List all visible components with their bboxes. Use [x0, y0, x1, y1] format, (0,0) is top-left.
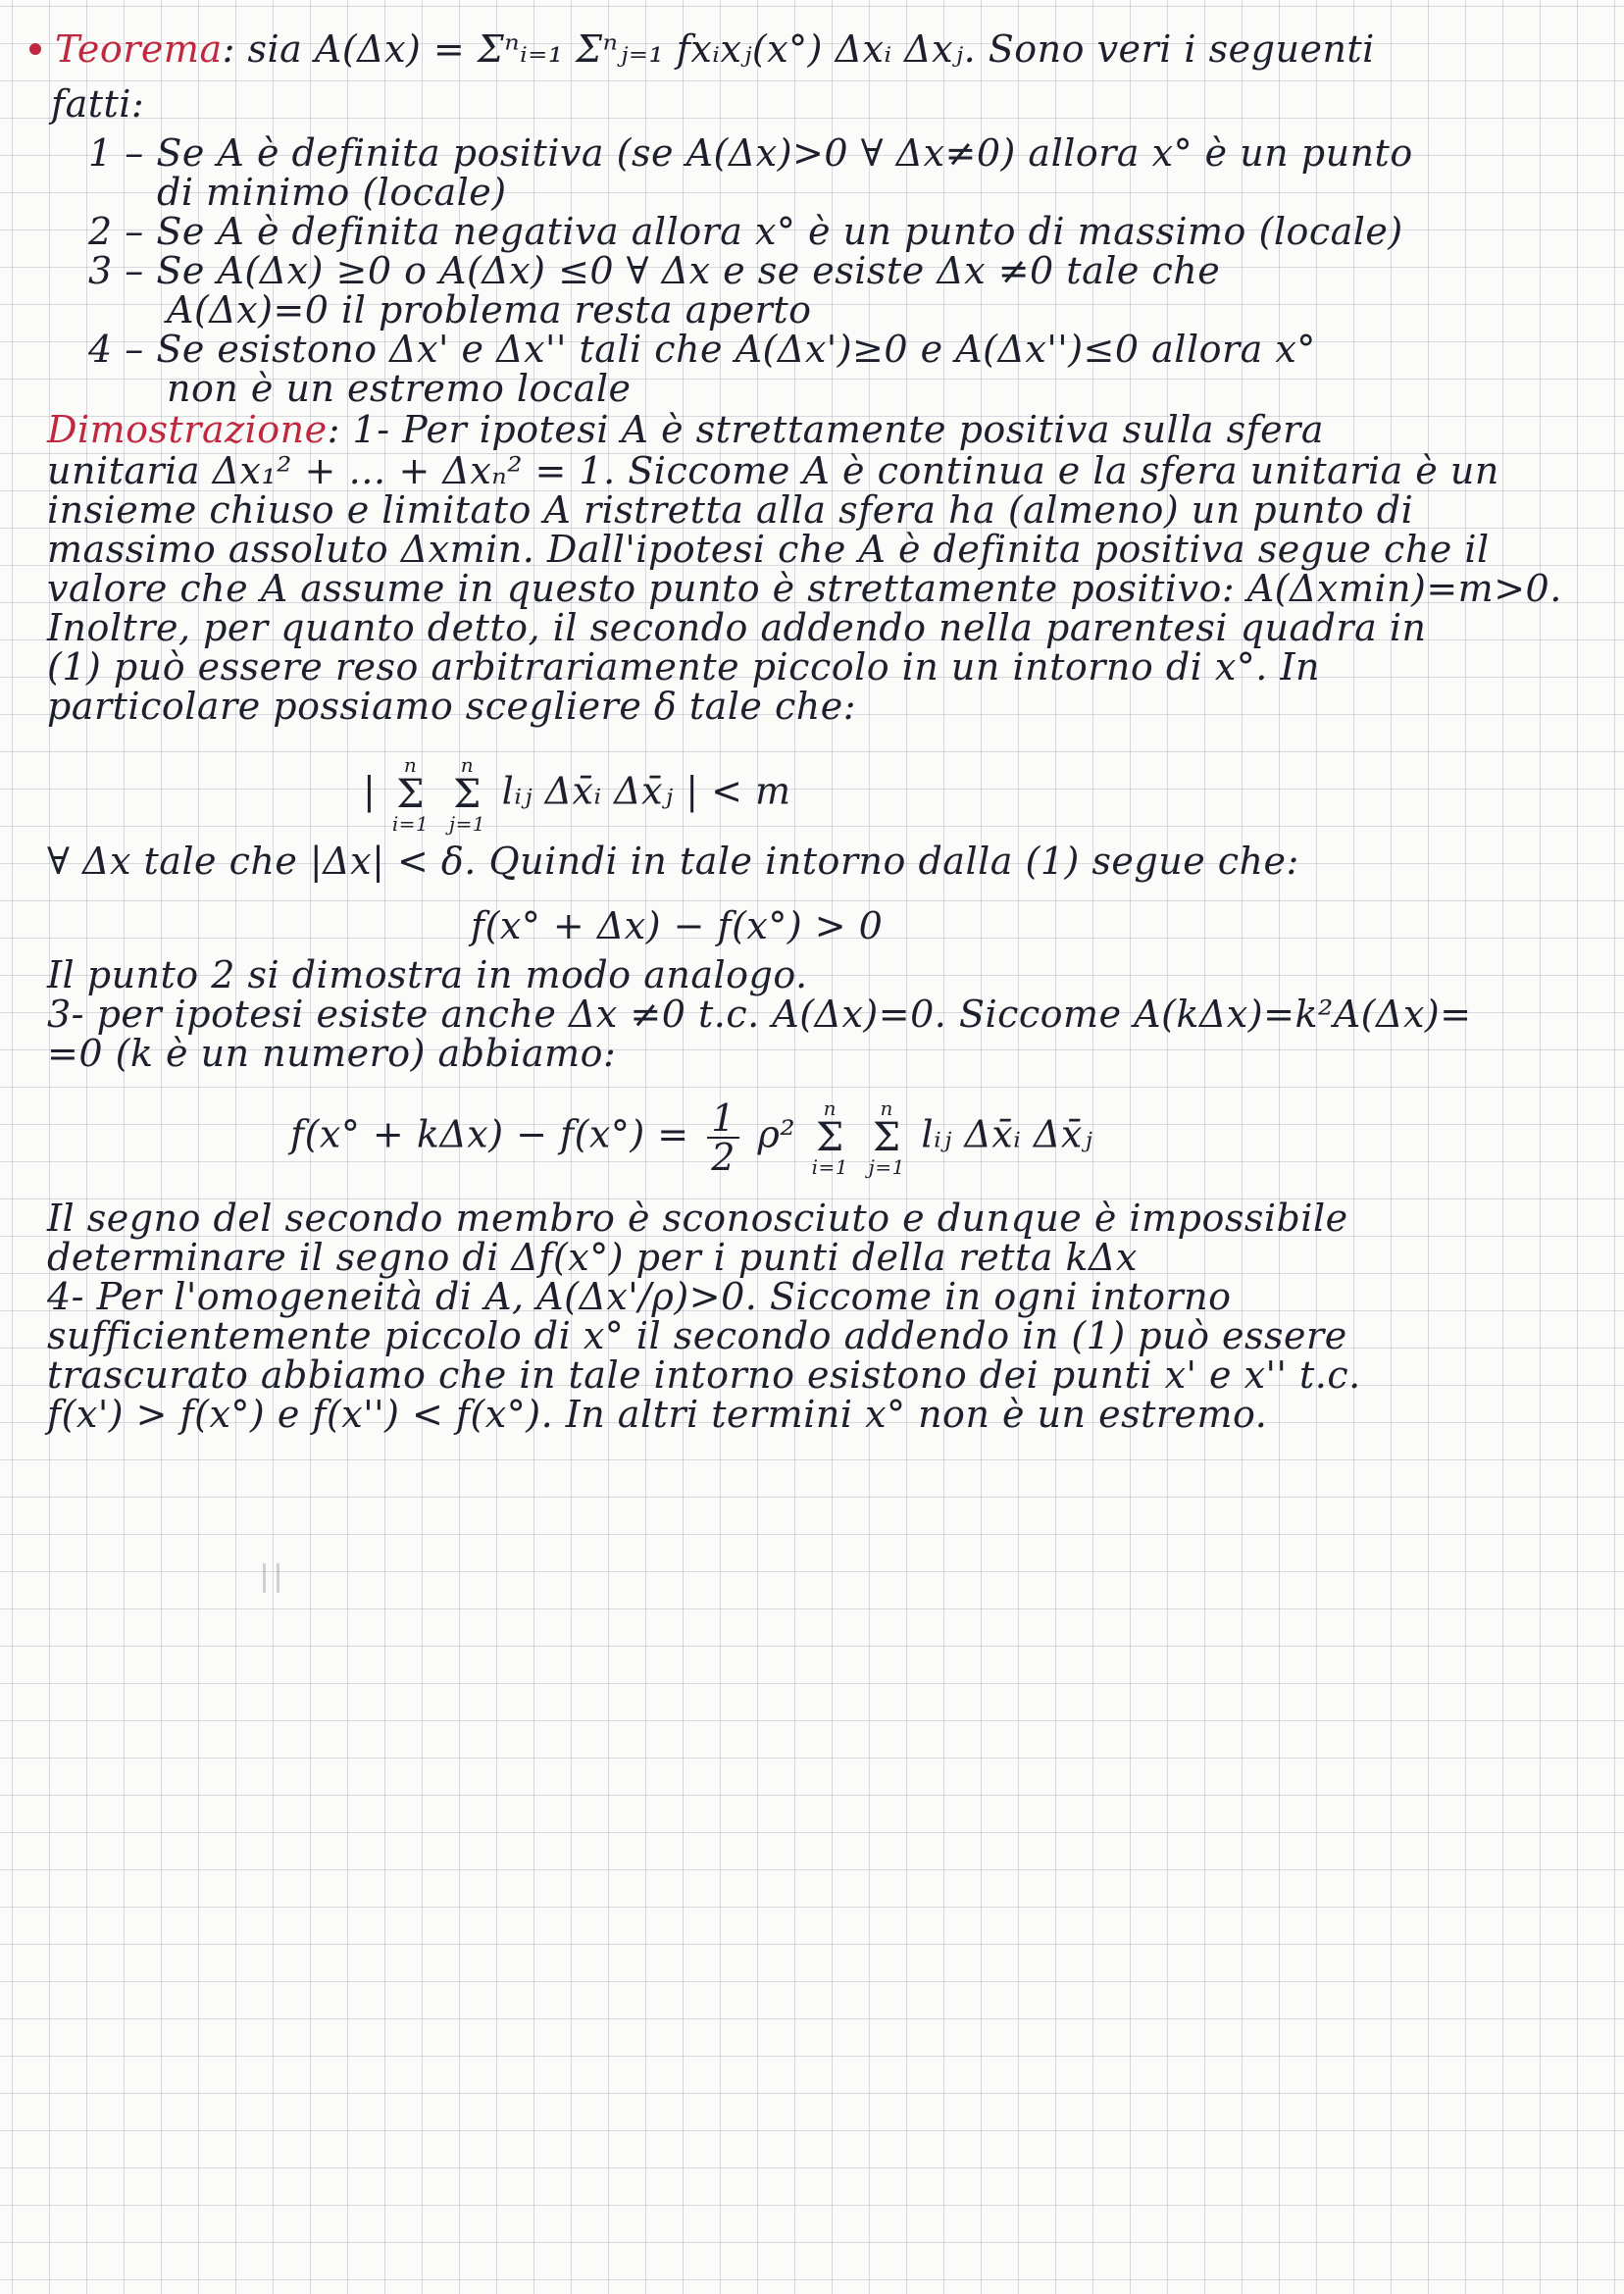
text-line: insieme chiuso e limitato A ristretta alla sfera ha (almeno) un punto di	[47, 488, 1414, 532]
proof-text: : 1- Per ipotesi A è strettamente positiva sulla sfera	[327, 408, 1324, 451]
text-line: f(x° + Δx) − f(x°) > 0	[471, 904, 884, 947]
formula-body: lᵢⱼ Δx̄ᵢ Δx̄ⱼ	[501, 769, 674, 813]
fraction: $\frac{1}{2}$	[707, 1099, 739, 1176]
text-line: trascurato abbiamo che in tale intorno esistono dei punti x' e x'' t.c.	[47, 1353, 1361, 1397]
text-line: valore che A assume in questo punto è strettamente positivo: A(Δxmin)=m>0.	[47, 567, 1562, 610]
text-line: Il punto 2 si dimostra in modo analogo.	[47, 953, 808, 996]
theorem-line	[29, 29, 1375, 69]
formula-lhs: f(x° + kΔx) − f(x°) =	[290, 1112, 689, 1156]
theorem-heading: Teorema	[55, 27, 223, 71]
formula-body: lᵢⱼ Δx̄ᵢ Δx̄ⱼ	[921, 1112, 1093, 1156]
formula-bar: |	[363, 769, 377, 813]
formula-bound: | < m	[685, 769, 791, 813]
theorem-statement: : sia A(Δx) = Σⁿᵢ₌₁ Σⁿⱼ₌₁ fxᵢxⱼ(x°) Δxᵢ Δxⱼ. Sono veri i seguenti	[222, 27, 1375, 71]
text-line: ∀ Δx tale che |Δx| < δ. Quindi in tale intorno dalla (1) segue che:	[47, 840, 1299, 883]
faint-pencil-mark	[253, 1559, 292, 1599]
text-line: massimo assoluto Δxmin. Dall'ipotesi che A è definita positiva segue che il	[47, 528, 1490, 571]
text-line: particolare possiamo scegliere δ tale che:	[47, 685, 857, 728]
text-line: 4- Per l'omogeneità di A, A(Δx'/ρ)>0. Siccome in ogni intorno	[47, 1275, 1232, 1318]
sum-symbol: n Σ i=1	[391, 753, 430, 836]
text-line: fatti:	[51, 82, 145, 126]
text-line: di minimo (locale)	[157, 171, 507, 214]
sum-symbol: n Σ j=1	[868, 1096, 905, 1179]
text-line: (1) può essere reso arbitrariamente piccolo in un intorno di x°. In	[47, 645, 1320, 688]
text-line: sufficientemente piccolo di x° il secondo addendo in (1) può essere	[47, 1314, 1347, 1357]
text-line: 2 – Se A è definita negativa allora x° è un punto di massimo (locale)	[88, 210, 1403, 253]
rho-squared: ρ²	[757, 1112, 796, 1156]
difference-formula	[290, 1098, 1092, 1177]
text-line: 3 – Se A(Δx) ≥0 o A(Δx) ≤0 ∀ Δx e se esiste Δx ≠0 tale che	[88, 249, 1221, 292]
text-line: Inoltre, per quanto detto, il secondo addendo nella parentesi quadra in	[47, 606, 1427, 649]
sum-symbol: n Σ i=1	[811, 1096, 849, 1179]
text-line: unitaria Δx₁² + … + Δxₙ² = 1. Siccome A è continua e la sfera unitaria è un	[47, 449, 1499, 492]
text-line: 1 – Se A è definita positiva (se A(Δx)>0 ∀ Δx≠0) allora x° è un punto	[88, 131, 1413, 175]
text-line: Il segno del secondo membro è sconosciuto e dunque è impossibile	[47, 1197, 1348, 1240]
text-line: =0 (k è un numero) abbiamo:	[47, 1032, 617, 1075]
text-line: A(Δx)=0 il problema resta aperto	[167, 288, 812, 331]
text-line: non è un estremo locale	[167, 367, 632, 410]
bullet-icon	[29, 43, 41, 55]
inequality-formula	[363, 755, 791, 834]
text-line: f(x') > f(x°) e f(x'') < f(x°). In altri termini x° non è un estremo.	[47, 1393, 1268, 1436]
text-line: 4 – Se esistono Δx' e Δx'' tali che A(Δx')≥0 e A(Δx'')≤0 allora x°	[88, 328, 1316, 371]
sum-symbol: n Σ j=1	[448, 753, 486, 836]
proof-heading: Dimostrazione	[47, 408, 328, 451]
text-line: determinare il segno di Δf(x°) per i punti della retta kΔx	[47, 1236, 1138, 1279]
proof-line	[47, 410, 1324, 449]
text-line: 3- per ipotesi esiste anche Δx ≠0 t.c. A(Δx)=0. Siccome A(kΔx)=k²A(Δx)=	[47, 993, 1472, 1036]
